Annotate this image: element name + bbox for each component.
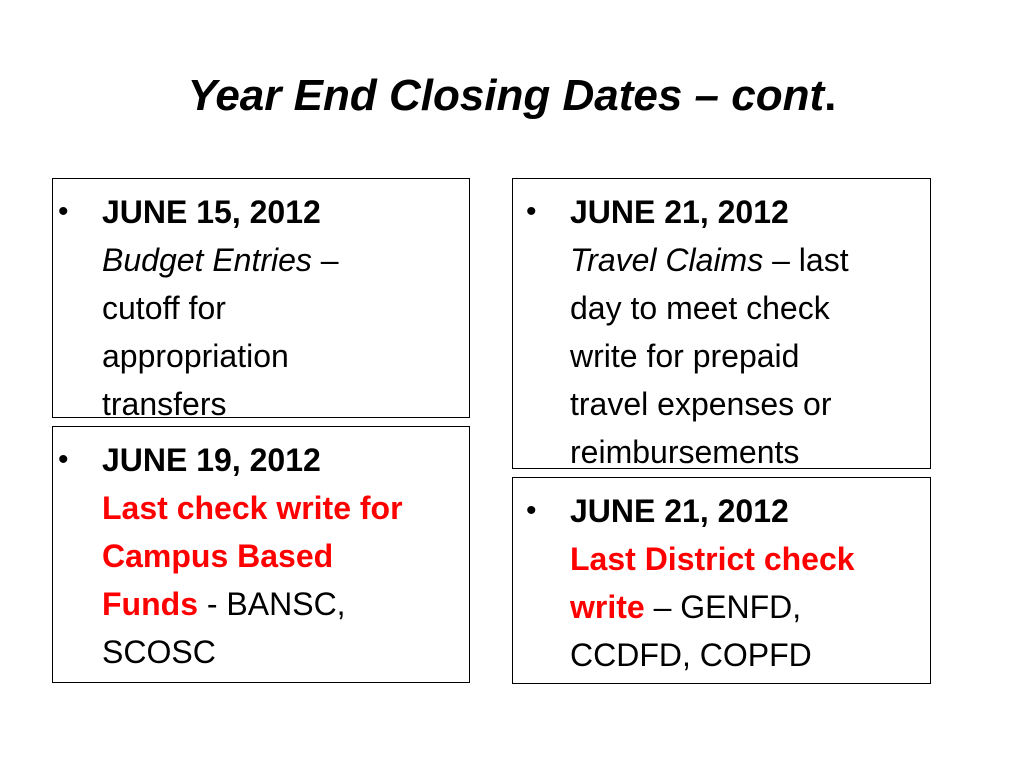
topic-label: Travel Claims bbox=[570, 242, 764, 278]
highlight-line: Last check write for bbox=[102, 490, 403, 526]
bullet-icon: • bbox=[526, 494, 537, 527]
bullet-icon: • bbox=[58, 443, 69, 476]
bullet-item bbox=[526, 188, 849, 476]
date-box-june-21-travel bbox=[512, 178, 931, 469]
description-line: transfers bbox=[102, 386, 227, 422]
topic-separator: – last bbox=[763, 242, 849, 278]
description-line: cutoff for bbox=[102, 290, 226, 326]
description-line: reimbursements bbox=[570, 434, 800, 470]
description-line: day to meet check bbox=[570, 290, 830, 326]
fund-codes-line: CCDFD, COPFD bbox=[570, 637, 812, 673]
highlight-suffix-line bbox=[570, 583, 855, 631]
title-period: . bbox=[824, 71, 837, 120]
bullet-icon: • bbox=[58, 195, 69, 228]
date-label: JUNE 19, 2012 bbox=[102, 442, 321, 478]
highlight-label: write bbox=[570, 589, 645, 625]
description-line: write for prepaid bbox=[570, 338, 800, 374]
bullet-icon: • bbox=[526, 195, 537, 228]
topic-separator: – bbox=[311, 242, 339, 278]
date-box-june-15 bbox=[52, 178, 470, 422]
fund-codes: – GENFD, bbox=[644, 589, 802, 625]
topic-line bbox=[570, 236, 849, 284]
fund-codes-line: SCOSC bbox=[102, 634, 216, 670]
date-box-june-21-district bbox=[512, 477, 931, 684]
fund-codes: - BANSC, bbox=[197, 586, 346, 622]
description-line: appropriation bbox=[102, 338, 289, 374]
topic-label: Budget Entries bbox=[102, 242, 312, 278]
highlight-label: Funds bbox=[102, 586, 198, 622]
highlight-line: Last District check bbox=[570, 541, 855, 577]
highlight-line: Campus Based bbox=[102, 538, 334, 574]
title-main: Year End Closing Dates – cont bbox=[187, 71, 825, 120]
bullet-item bbox=[58, 436, 403, 676]
date-label: JUNE 21, 2012 bbox=[570, 493, 789, 529]
date-label: JUNE 15, 2012 bbox=[102, 194, 321, 230]
date-label: JUNE 21, 2012 bbox=[570, 194, 789, 230]
topic-line bbox=[102, 236, 339, 284]
slide-title bbox=[0, 66, 1024, 126]
date-box-june-19 bbox=[52, 426, 470, 683]
bullet-item bbox=[58, 188, 339, 428]
description-line: travel expenses or bbox=[570, 386, 832, 422]
highlight-suffix-line bbox=[102, 580, 403, 628]
bullet-item bbox=[526, 487, 855, 679]
